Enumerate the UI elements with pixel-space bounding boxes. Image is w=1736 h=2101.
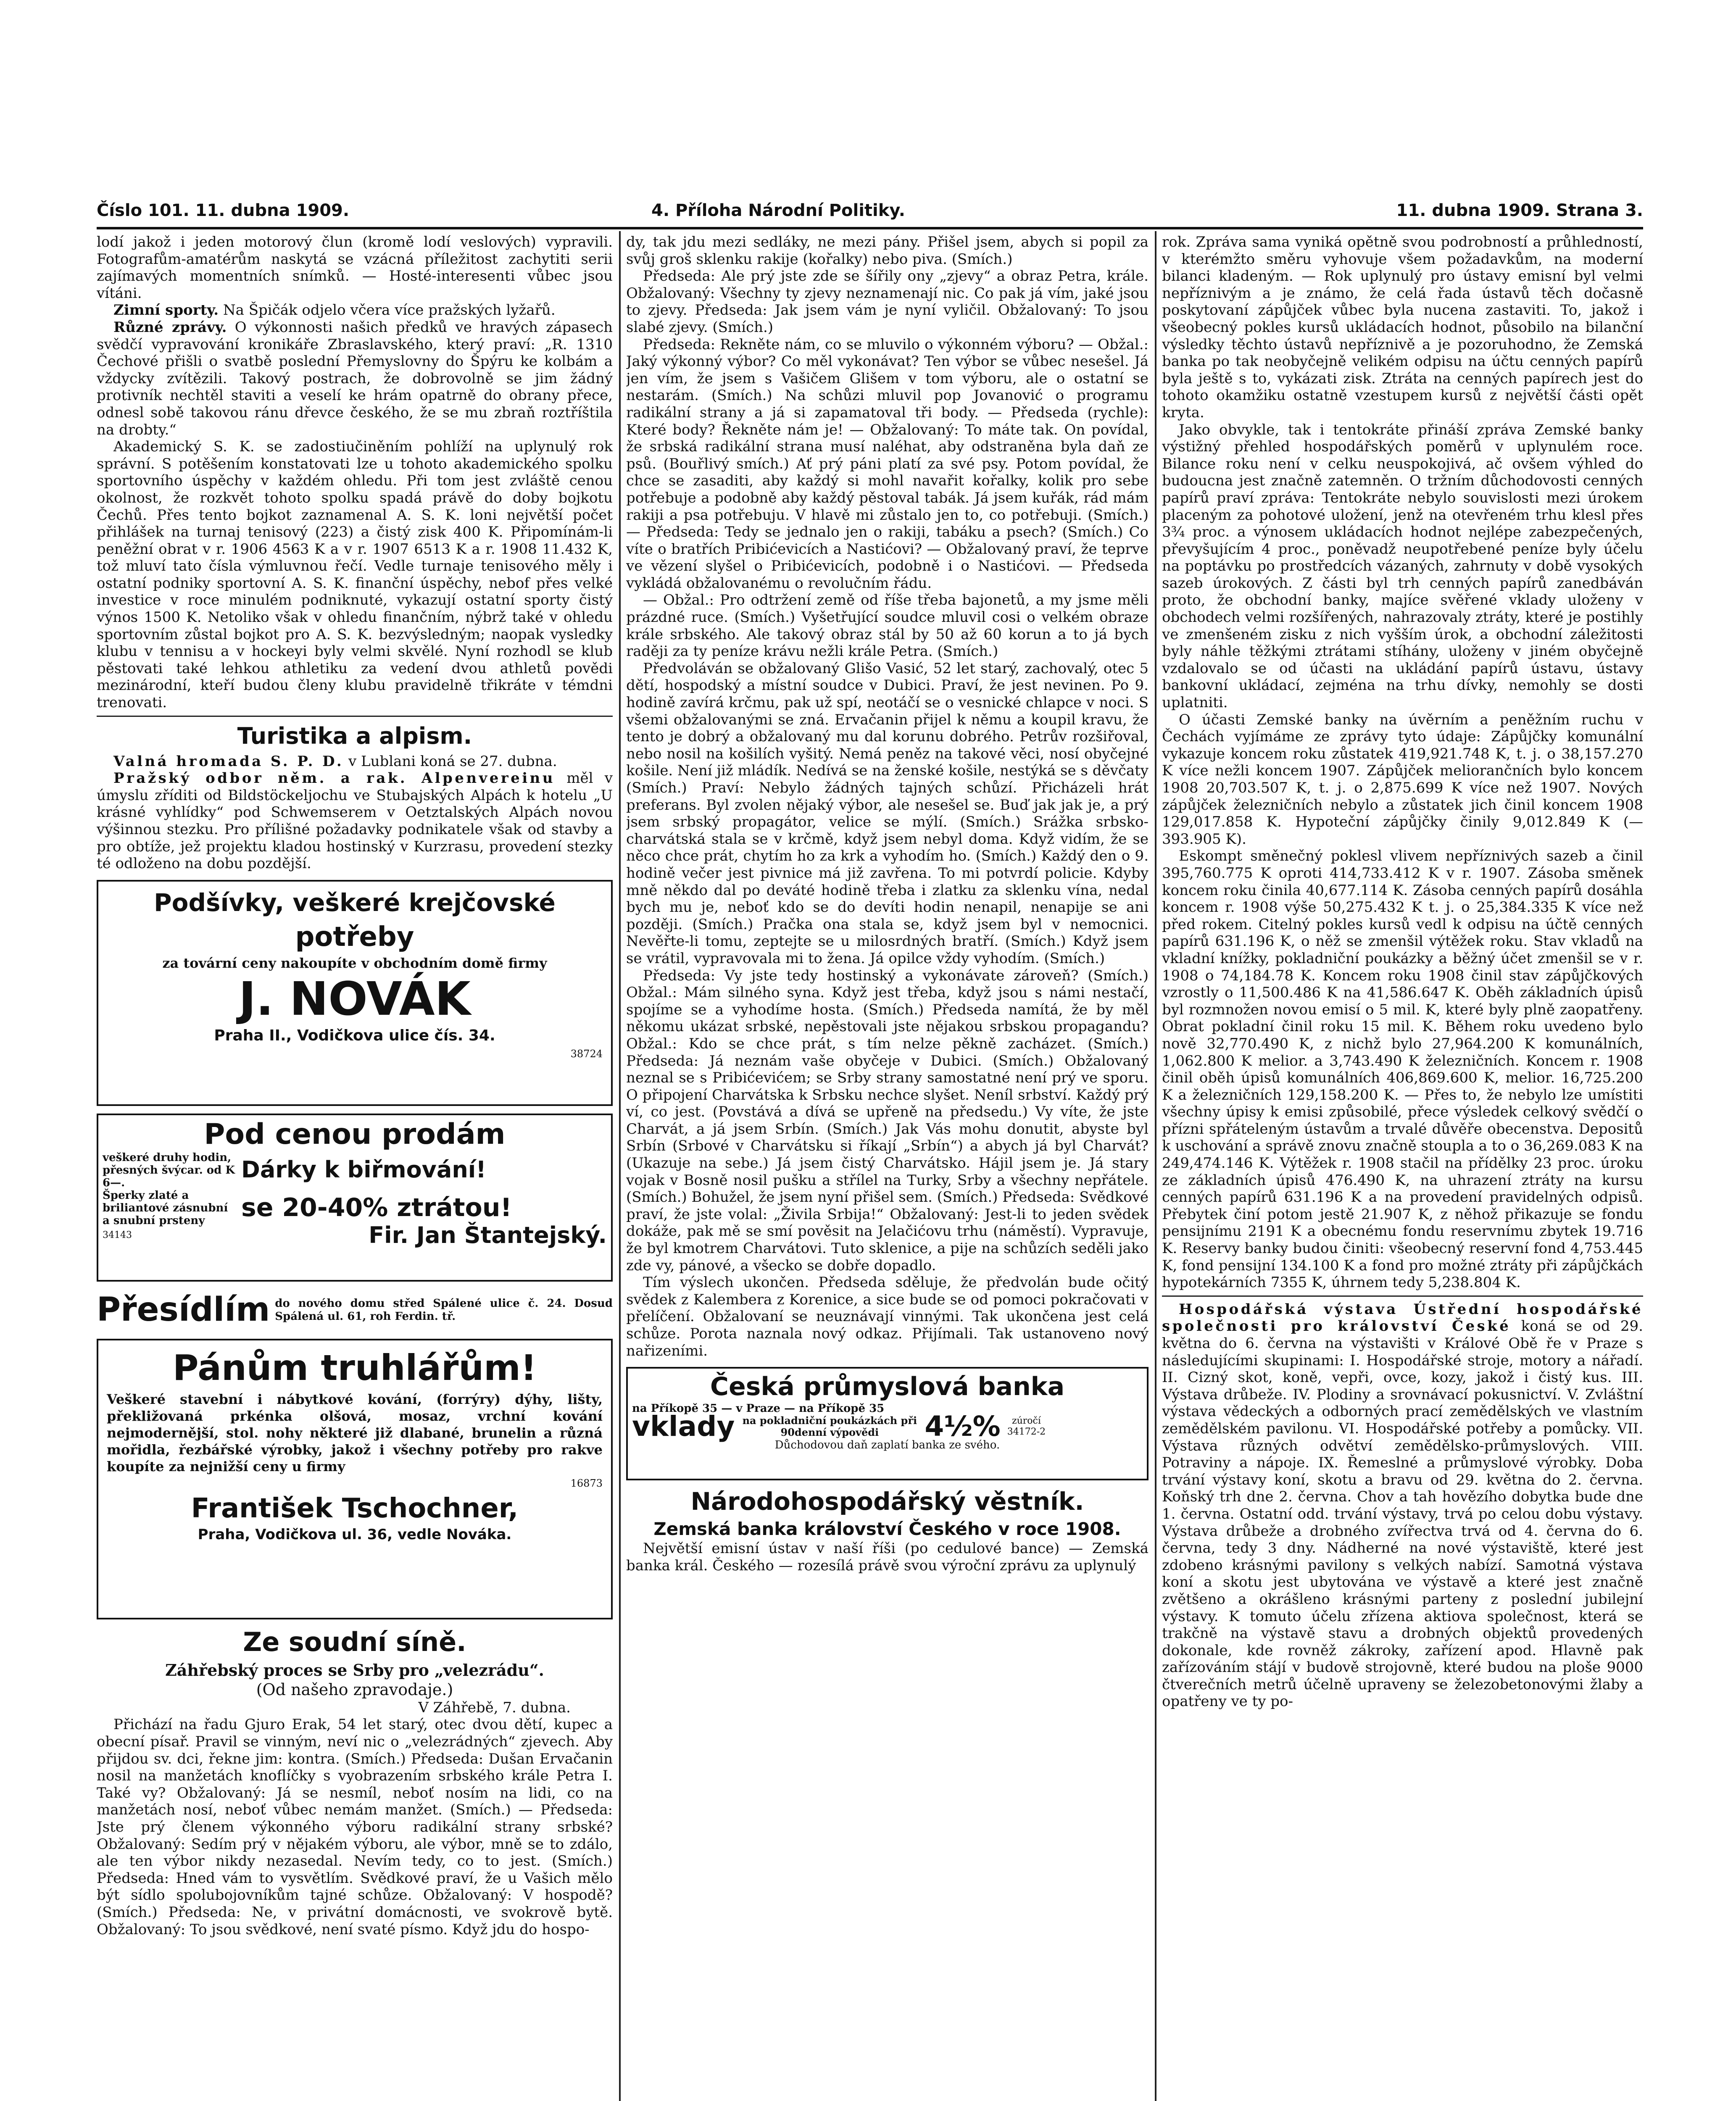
ad-presidlim — [97, 1289, 613, 1331]
trial-text-7: Tím výslech ukončen. Předseda sděluje, že předvolán bude očitý svědek z Kalembera z Korenice, a sice bude se od pomoci pokračovati v přelíčení. Obžalovaní se neuznávají vinnými. Tak ukončena jest celá schůze. Porota naznala nový odkaz. Přijímali. Tak ustanoveno nový nařizeními. — [626, 1274, 1149, 1359]
heading-winter-sports: Zimní sporty. — [113, 302, 219, 319]
ad-novak-name: J. NOVÁK — [239, 972, 471, 1026]
heading-spd: Valná hromada S. P. D. — [113, 753, 344, 770]
ad-tschochner-text: Veškeré stavební i nábytkové kování, (forrýry) dýhy, lišty, překližovaná prkénka olšová, mosaz, vrchní kování nejmodernější, stol. nohy některé již dlabané, brunelin a různá mořidla, řezbářské výrobky, jakož i všechny potřeby pro rakve koupíte za nejnižší ceny u firmy — [107, 1391, 603, 1474]
article-vystava — [1162, 1301, 1643, 1710]
ad-bank-terms: na pokladniční poukázkách při 90denní výpovědi — [742, 1414, 917, 1439]
column-divider-1 — [619, 231, 621, 2101]
article-zemska-banka-title: Zemská banka království Českého v roce 1908. — [653, 1519, 1121, 1540]
ad-tschochner-firm: František Tschochner, — [191, 1493, 519, 1524]
header-issue: Číslo 101. 11. dubna 1909. — [97, 201, 350, 220]
bank-text-4: Eskompt směnečný poklesl vlivem nepříznivých sazeb a činil 395,760.775 K oproti 414,733.412 K v r. 1907. Zásoba směnek koncem roku činila 40,677.114 K. Zásoba cenných papírů dosáhla koncem r. 1908 výše 50,275.432 K t. j. o 25,384.335 K více než před rokem. Citelný pokles kursů vedl k odpisu na účtě cenných papírů 631.196 K, o něž se zmenšil výtěžek roku. Stav vkladů na vkladní knížky, pokladniční poukázky a běžný účet zmenšil se v r. 1908 o 74,184.78 K. Koncem roku 1908 činil stav zápůjčkových vzrostly o 11,500.486 K na 41,586.647 K. Oběh základních úpisů byl rozmnožen novou emisí o 5 mil. K, které byly plně zaopatřeny. Obrat pokladní činil roku 15 mil. K. Během roku uvedeno bylo nově 32,770.490 K, z nichž bylo 27,964.200 K komunálních, 1,062.800 K melior. a 3,743.490 K železničních. Koncem r. 1908 činil oběh úpisů komunálních 406,869.600 K, melior. 16,725.200 K a železničních 129,158.200 K. — Přes to, že nebylo lze umístiti všechny úpisy k emisi způsobilé, přece výsledek celkový svědčí o přízni spřáteleným ústavům a trvalé důvěře obecenstva. Depositů k uschování a správě znovu značně stoupla a to o 36,269.083 K na 249,474.146 K. Výtěžek r. 1908 stačil na přídělky 23 proc. úroku ze základních úpisů 476.490 K, na uhrazení ztráty na kursu cenných papírů 631.196 K a na provedení pravidelných odpisů. Přebytek činí potom jestě 21.907 K, z něhož přikazuje se fondu pensijnímu 2191 K a obecnému fondu reservnímu zbytek 19.716 K. Reservy banky budou činiti: všeobecný reservní fond 4,753.445 K, fond pensijní 134.100 K a fond pro možné ztráty při zápůjčkách hypotekárních 7355 K, úhrnem tedy 5,238.804 K. — [1162, 848, 1643, 1291]
ad-tschochner-address: Praha, Vodičkova ul. 36, vedle Nováka. — [198, 1526, 512, 1543]
ad-stantejsky-discount: se 20-40% ztrátou! — [241, 1193, 512, 1223]
article-akademicky-sk: Akademický S. K. se zadostiučiněním pohlíží na uplynulý rok správní. S potěšením konstatovati lze u tohoto akademického spolku sportovního úspěchy v každém ohledu. Při tom jest zvláště cenou okolnost, že rozkvět tohoto spolku spadá právě do doby bojkotu Čechů. Přes tento bojkot zaznamenal A. S. K. loni největší počet přihlášek na turnaj tenisový (223) a čistý zisk 400 K. Připomínám-li peněžní obrat v r. 1906 4563 K a v r. 1907 6513 K a r. 1908 11.432 K, tož mluví tato čísla výmluvnou řečí. Vedle turnaje tenisového měly i ostatní podniky sportovní A. S. K. finanční úspěchy, nebof přes velké investice v roce minulém podniknuté, vykazují ostatní sporty čistý výnos 1500 K. Netoliko však v ohledu finančním, nýbrž také v ohledu sportovním zůstal bojkot pro A. S. K. bezvýsledným; naopak vysledky klubu v tennisu a v hockeyi byly velmi skvělé. Nyní rozhodl se klub pěstovati také lehkou athletiku za vedení dvou athletů povědi mezinárodní, kteří budou členy klubu pravidelně třikráte v témdni trenovati. — [97, 438, 613, 711]
text-vystava: koná se od 29. května do 6. června na výstavišti v Králové Obě ře v Praze s následujícími skupinami: I. Hospodářské stroje, motory a nářadí. II. Cizný skot, koně, vepři, ovce, kozy, jakož i čistý kus. III. Výstava drůbeže. IV. Plodiny a srovnávací pokusnictví. V. Zvláštní výstava vědeckých a odborných prací zemědělských ve vlastním zemědělském pavilonu. VI. Hospodářské potřeby a pomůcky. VII. Výstava různých odvětví zemědělsko-průmyslových. VIII. Potraviny a nápoje. IX. Řemeslné a průmyslové výrobky. Doba trvání výstavy koní, skotu a bravu od 29. května do 2. června. Koňský trh dne 2. června. Chov a tah hovězího dobytka bude dne 1. června. Ostatní odd. trvání výstavy, trvá po celou dobu výstavy. Výstava drůbeže a drobného zvířectva trvá od 4. června do 6. června, tedy 3 dny. Nádherné na nové výstaviště, které jest zdobeno krásnými pavilony s velkých nabízí. Samotná výstava koní a skotu jest ubytována ve výstavě a které jest značně zvětšeno a okrášleno krásnými parteny z poslední jubilejní výstavy. K tomuto účelu zřízena aktiova společnost, která se trakčně na výstavě stavu a drobných objektů provedených dokonale, kde rovněž zákroky, zařízení apod. Hlavně pak zařízováním stájí v budově strojovně, které budou na ploše 9000 čtverečních metrů účelně upraveny se železobetonovými žlaby a opatřeny ve ty po- — [1162, 1318, 1643, 1710]
column-divider-2 — [1155, 231, 1156, 2101]
text-various-news: O výkonnosti našich předků ve hravých zápasech svědčí vypravování kronikáře Zbraslavského, který praví: „R. 1310 Čechové přišli o svatbě poslední Přemyslovny do Špýru ke kolbám a vždycky zvítězili. Takový postrach, že dobrovolně se jim žádný protivník nechtěl staviti a veselí ke hrám opatrně do obrany přece, odnesl sobě takovou ránu dřevce českého, že se mu zbraň roztříštila na drobty.“ — [97, 319, 613, 438]
trial-text-vasic: Předvoláván se obžalovaný Glišo Vasić, 52 let starý, zachovalý, otec 5 dětí, hospodský a místní soudce v Dubici. Praví, že jest nevinen. Po 9. hodině zavírá krčmu, pak už spí, neotáčí se o vesnické chlapce v noci. S všemi obžalovanými se zná. Ervačanin přijel k němu a koupil kravu, že tento je dobrý a obžalovaný mu dal korunu dobrého. Petrův rozšiřoval, nebo nosil na košilích vyšitý. Nemá peněz na takové věci, nosí obyčejné košile. Není již mládík. Nedívá se na ženské košile, nestýká se s děvčaty (Smích.) Praví: Nebylo žádných tajných schůzí. Přicházeli hrát preferans. Byl zvolen nějaký výbor, ale nesešel se. Buď jak jak je, a prý jsem srbský propagátor, velice se mýlí. (Smích.) Srážka srbsko-charvátská stala se v krčmě, když jsem nebyl doma. Když vidím, že se něco chce prát, chytím ho za krk a vyhodím ho. (Smích.) Každý den o 9. hodině večer jest pivnice má již zavřena. To mi potvrdí policie. Kdyby mně někdo dal po deváté hodině třeba i zlatku za sklenku vína, nedal bych mu je, neboť kdo se do devíti hodin nenapil, nenapije se ani později. (Smích.) Pračka ona stala se, když jsem byl v nemocnici. Nevěřte-li tomu, zeptejte se u milosrdných bratří. (Smích.) Když jsem se vrátil, vypravovala mi to žena. Já opilce vždy vyhodím. (Smích.) — [626, 660, 1149, 967]
ad-stantejsky-gifts: Dárky k biřmování! — [241, 1156, 486, 1183]
text-spd: v Lublani koná se 27. dubna. — [348, 753, 557, 770]
trial-text-1: dy, tak jdu mezi sedláky, ne mezi pány. Přišel jsem, abych si popil za svůj groš sklenku rakije (kořalky) nebo piva. (Smích.) — [626, 234, 1149, 268]
bank-text-1: rok. Zpráva sama vyniká opětně svou podrobností a průhledností, v kterémžto směru vyhovuje všem požadavkům, na moderní bilanci kladeným. — Rok uplynulý pro ústavy emisní byl velmi nepříznivým a je známo, že celá řada ústavů těch dočasně poskytovaní zápůjček vůbec byla nucena zastaviti. To, jakož i všeobecný pokles kursů ukládacích hodnot, působilo na bilanční výsledky těchto ústavů nepříznivě a je pozoruhodno, že Zemská banka po tak neobyčejně velikém odpisu na účtu cenných papírů byla ještě s to, vykázati zisk. Ztráta na cenných papírech jest do tohoto okamžiku ostatně vzestupem kursů z největší části opět kryta. — [1162, 234, 1643, 421]
text-alpenverein: měl v úmyslu zříditi od Bildstöckeljochu ve Stubajských Alpách k hotelu „U krásné vyhlídky“ pod Schwemserem v Oetztalských Alpách novou výšinnou stezku. Pro přílišné požadavky podnikatele však od stavby a pro obtíže, jež projektu kladou hostinský v Kurzrasu, provedení stezky té odloženo na dobu pozdější. — [97, 770, 613, 872]
ad-bank-rate: 4½% — [925, 1410, 1001, 1443]
header-date-page: 11. dubna 1909. Strana 3. — [1396, 201, 1643, 220]
article-various-news — [97, 319, 613, 438]
ad-stantejsky — [97, 1114, 613, 1282]
ad-novak-subhead: potřeby — [295, 921, 414, 953]
ad-tschochner — [97, 1339, 613, 1619]
trial-text-2: Předseda: Ale prý jste zde se šířily ony „zjevy“ a obraz Petra, krále. Obžalovaný: Všechny ty zjevy neznamenají nic. Co pak já vím, jaké jsou to zjevy. Předseda: Jak jsem vám je nyní vyličil. Obžalovaný: To jsou slabé zjevy. (Smích.) — [626, 268, 1149, 336]
article-winter-sports — [97, 302, 613, 319]
ad-bank-name: Česká průmyslová banka — [710, 1372, 1065, 1402]
ad-bank-deposits: vklady — [632, 1410, 735, 1443]
header-title: 4. Příloha Národní Politiky. — [651, 201, 905, 220]
trial-dateline: V Záhřebě, 7. dubna. — [418, 1699, 571, 1716]
article-spd — [97, 753, 613, 770]
ad-stantejsky-watches: veškeré druhy hodin, přesných švýcar. od K 6—. — [103, 1151, 235, 1189]
page-header — [97, 201, 1643, 225]
heading-various-news: Různé zprávy. — [113, 319, 227, 336]
ad-tschochner-headline: Pánům truhlářům! — [172, 1347, 537, 1388]
ad-ceska-prumyslova-banka — [626, 1367, 1149, 1480]
ad-novak-address: Praha II., Vodičkova ulice čís. 34. — [214, 1027, 495, 1044]
ad-novak-number: 38724 — [570, 1048, 603, 1060]
ad-bank-interest-label: zúročí — [1012, 1416, 1041, 1427]
trial-text-4: — Obžal.: Pro odtržení země od říše třeba bajonetů, a my jsme měli prázdné ruce. (Smích.) Vyšetřující soudce mluvil cosi o velkém obraze krále srbského. Ale takový obraz stál by 50 až 60 korun a to já bych raději za ty peníze krávu nežli krále Petra. (Smích.) — [626, 592, 1149, 660]
article-trial-erak: Přichází na řadu Gjuro Erak, 54 let starý, otec dvou dětí, kupec a obecní písař. Pravil se vinným, neví nic o „velezrádných“ zjevech. Aby přijdou sv. dci, řekne jim: kontra. (Smích.) Předseda: Dušan Ervačanin nosil na manžetách knoflíčky s vyobrazením srbského krále Petra I. Také vy? Obžalovaný: Já se nesmíl, neboť nosím na lidi, co na manžetách nosí, neboť vůbec nemám manžet. (Smích.) — Předseda: Jste prý členem výkonného výboru radikální strany srbské? Obžalovaný: Sedím prý v nějakém výboru, ale výbor, mně se to zdálo, ale ten výbor nikdy nezasedal. Nevím tedy, co to jest. (Smích.) Předseda: Hned vám to vysvětlím. Svědkové praví, že u Vašich mělo být sídlo spolubojovníkům tajné schůze. Obžalovaný: V hospodě? (Smích.) Předseda: Ne, v privátní domácnosti, ve svokrově bytě. Obžalovaný: To jsou svědkové, není svaté písmo. Když jdu do hospo- — [97, 1716, 613, 1938]
ad-bank-address: na Příkopě 35 — v Praze — na Příkopě 35 — [632, 1402, 885, 1415]
ad-novak-headline: Podšívky, veškeré krejčovské — [154, 888, 556, 917]
ad-stantejsky-number: 34143 — [103, 1230, 132, 1241]
header-rule — [97, 227, 1643, 229]
text-winter-sports: Na Špičák odjelo včera více pražských lyžařů. — [223, 302, 556, 319]
ad-stantejsky-firm: Fir. Jan Štantejský. — [369, 1222, 607, 1248]
ad-bank-tax: Důchodovou daň zaplatí banka ze svého. — [774, 1439, 1000, 1452]
heading-narodohospodarsky: Národohospodářský věstník. — [690, 1487, 1084, 1516]
column-1 — [97, 234, 613, 2101]
section-rule — [97, 716, 613, 717]
ad-presidlim-text: do nového domu střed Spálené ulice č. 24. Dosud Spálená ul. 61, roh Ferdin. tř. — [275, 1297, 613, 1323]
ad-presidlim-headline: Přesídlím — [97, 1291, 270, 1329]
article-boats: lodí jakož i jeden motorový člun (kromě lodí veslových) vypravili. Fotografům-amatérům naskytá se vzácná příležitost zachytiti serii zajímavých momentních snímků. — Hosté-interesenti vůbec jsou vítáni. — [97, 234, 613, 302]
column-3 — [1162, 234, 1643, 2101]
ad-stantejsky-headline: Pod cenou prodám — [204, 1117, 506, 1151]
trial-title: Záhřebský proces se Srby pro „velezrádu“. — [165, 1660, 544, 1680]
trial-text-3: Předseda: Rekněte nám, co se mluvilo o výkonném výboru? — Obžal.: Jaký výkonný výbor? Co měl vykonávat? Ten výbor se vůbec nesešel. Já jen vím, že jsem s Vašičem Glišem v tom výboru, ale o ostatní se nestarám. (Smích.) Na schůzi mluvil pop Jovanović o programu radikální strany a já si zapamatoval tři body. — Předseda (rychle): Které body? Řekněte nám je! — Obžalovaný: To máte tak. On povídal, že srbská radikální strana musí naléhat, aby odstraněna byla daň ze psů. (Bouřlivý smích.) Ať prý páni platí za své psy. Potom povídal, že chce se zasaditi, aby každý si mohl navařit kořalky, kolik pro sebe potřebuje a podobně aby každý pěstoval tabák. Já jsem kuřák, rád mám rakiji a psa potřebuju. V hlavě mi zůstalo jen to, co potřebuji. (Smích.) — Předseda: Tedy se jednalo jen o rakiji, tabáku a psech? (Smích.) Co víte o bratřích Pribićevicích a Nastićovi? — Obžalovaný praví, že teprve ve vězení slyšel o Pribićevicích, podobně i o Nastićovi. — Předseda vykládá obžalovanému o revolučním řádu. — [626, 336, 1149, 592]
article-zemska-banka-intro: Největší emisní ústav v naší říši (po cedulové bance) — Zemská banka král. Českého — rozesílá právě svou výroční zprávu za uplynulý — [626, 1540, 1149, 1574]
ad-bank-interest — [1007, 1416, 1046, 1438]
heading-ze-soudni-sine: Ze soudní síně. — [243, 1626, 466, 1657]
column-2 — [626, 234, 1149, 2101]
bank-text-2: Jako obvykle, tak i tentokráte přináší zpráva Zemské banky výstižný přehled hospodářských poměrů v uplynulém roce. Bilance roku není v celku neuspokojivá, ač ovšem výhled do budoucna jest značně zatemněn. O tržním důchodovosti cenných papírů praví zpráva: Tentokráte nebylo souvislosti mezi úrokem placeným za pohotové uložení, jenž na otevřeném trhu klesl přes 3¾ proc. a výnosem ukládacích hodnot nejlépe zabezpečených, převyšujícím 4 proc., poněvadž neupotřebené peníze byly účelu na poptávku po prostředcích vázaných, zahrnuty v době vysokých sazeb úrokových. Z části byl trh cenných papírů zanedbáván proto, že obchodní banky, majíce svěřené vklady uloženy v obchodech velmi rozšířených, nahrazovaly ztráty, které je postihly ve zmenšeném zisku z nich vyšším úrok, a obchodní záležitosti byly náhle těžkými ztrátami stíhány, uloženy v jiném obyčejně vzdalovalo se od účasti na ukládání papírů ústavu, ústavy bankovní ukládací, zejména na trhu dívky, nemohly se dosti uplatniti. — [1162, 421, 1643, 711]
ad-novak — [97, 880, 613, 1106]
trial-correspondent: (Od našeho zpravodaje.) — [256, 1680, 453, 1699]
article-alpenverein — [97, 770, 613, 872]
ad-stantejsky-jewels: Šperky zlaté a briliantové zásnubní a snubní prsteny — [103, 1189, 228, 1227]
section-rule-col3 — [1162, 1295, 1643, 1297]
heading-turistika: Turistika a alpism. — [237, 722, 472, 749]
ad-tschochner-number: 16873 — [570, 1477, 603, 1489]
ad-novak-text: za tovární ceny nakoupíte v obchodním domě firmy — [162, 955, 547, 971]
heading-alpenverein: Pražský odbor něm. a rak. Alpenvereinu — [113, 770, 555, 787]
heading-vystava: Hospodářská výstava Ústřední hospodářské společnosti pro království České — [1162, 1301, 1643, 1335]
ad-bank-number: 34172-2 — [1007, 1427, 1046, 1438]
trial-text-6: Předseda: Vy jste tedy hostinský a vykonávate zároveň? (Smích.) Obžal.: Mám silného syna. Když jest třeba, když jsou s námi nestačí, spojíme se a vyhodíme hosta. (Smích.) Předseda namítá, že by měl někomu ukázat srbské, nepěstovali jste nějakou srbskou propagandu? Obžal.: Kdo se chce prát, s tím nelze pěkně zacházet. (Smích.) Předseda: Já neznám vaše obyčeje v Dubici. (Smích.) Obžalovaný neznal se s Pribićevićem; se Srby strany samostatné není prý ve sporu. O připojení Charvátska k Srbsku nechce slyšet. Neníl srbství. Každý prý ví, co jest. (Povstává a dívá se upřeně na předsedu.) Vy víte, že jste Charvát, a já jsem Srbín. (Smích.) Jak Vás mohu donutit, abyste byl Srbín (Srbové v Charvátsku si říkají „Srbín“) a abych já byl Charvát? (Ukazuje na sebe.) Já jsem čistý Charvátsko. Hájil jsem je. Já stary vojak v Bosně nosil pušku a střílel na Turky, Srby a všechny nepřátele. (Smích.) Bohužel, že jsem nyní přišel sem. (Smích.) Předseda: Svědkové praví, že jste volal: „Živila Srbija!“ Obžalovaný: Jest-li to jeden svědek dokáže, pak mě se smí pověsit na Jelačićovu trhu (náměstí). Vypravuje, že byl kmotrem Charvátovi. Tuto sklenice, a pije na schůzích seděli jako zde vy, pánové, a všecko se dobře dopadlo. — [626, 967, 1149, 1274]
bank-text-3: O účasti Zemské banky na úvěrním a peněžním ruchu v Čechách vyjímáme ze zprávy tyto údaje: Zápůjčky komunální vykazuje koncem roku zůstatek 419,921.748 K, t. j. o 38,157.270 K více nežli koncem 1907. Zápůjček meliorančních bylo koncem 1908 20,703.507 K, t. j. o 2,875.699 K více než 1907. Nových zápůjček železničních nebylo a zůstatek jich činil koncem 1908 129,017.858 K. Hypoteční zápůjčky činily 9,012.849 K (— 393.905 K). — [1162, 711, 1643, 848]
